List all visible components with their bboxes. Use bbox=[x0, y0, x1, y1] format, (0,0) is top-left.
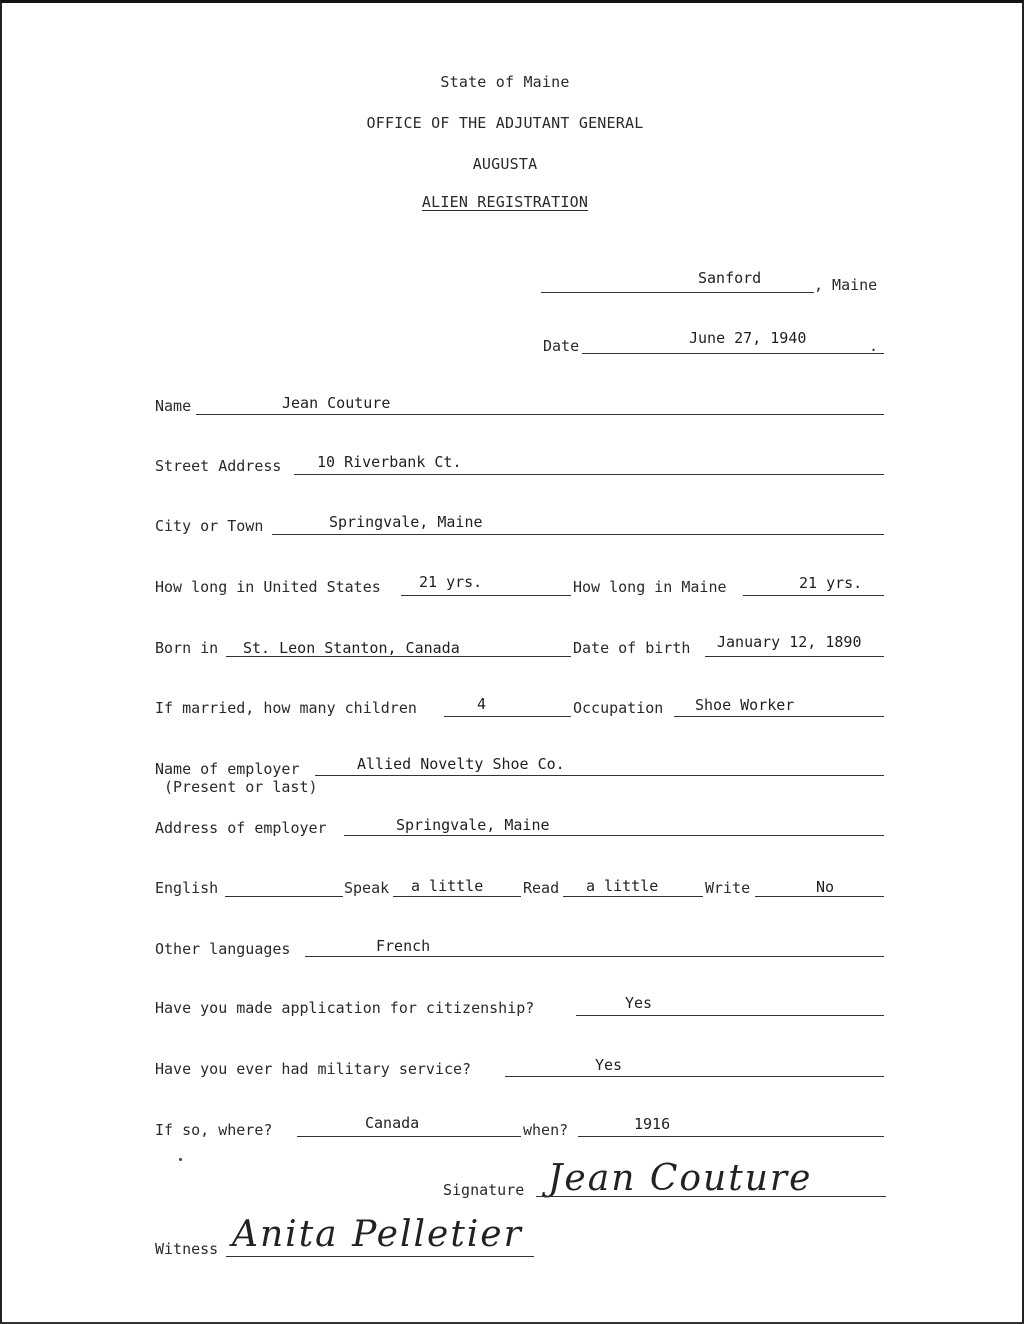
citizenship-value: Yes bbox=[625, 994, 653, 1012]
other-languages-line bbox=[305, 956, 884, 957]
where-line bbox=[297, 1136, 521, 1137]
city-or-town-value: Springvale, Maine bbox=[329, 513, 483, 531]
write-line bbox=[755, 896, 884, 897]
years-us-value: 21 yrs. bbox=[419, 573, 483, 591]
place-line bbox=[541, 292, 814, 293]
write-label: Write bbox=[705, 879, 751, 897]
witness-handwriting: Anita Pelletier bbox=[232, 1214, 523, 1255]
where-label: If so, where? bbox=[155, 1121, 273, 1139]
ink-dot bbox=[179, 1158, 182, 1161]
employer-sublabel: (Present or last) bbox=[164, 778, 318, 796]
signature-label: Signature bbox=[443, 1181, 525, 1199]
born-in-value: St. Leon Stanton, Canada bbox=[243, 639, 460, 657]
employer-address-label: Address of employer bbox=[155, 819, 327, 837]
occupation-label: Occupation bbox=[573, 699, 664, 717]
witness-label: Witness bbox=[155, 1240, 219, 1258]
read-value: a little bbox=[586, 877, 659, 895]
write-value: No bbox=[816, 878, 835, 896]
where-value: Canada bbox=[365, 1114, 420, 1132]
signature-handwriting: Jean Couture bbox=[548, 1158, 813, 1199]
header-state: State of Maine bbox=[440, 73, 570, 91]
date-label: Date bbox=[543, 337, 580, 355]
employer-address-line bbox=[344, 835, 884, 836]
children-line bbox=[444, 716, 571, 717]
city-or-town-label: City or Town bbox=[155, 517, 264, 535]
occupation-value: Shoe Worker bbox=[695, 696, 795, 714]
place-value: Sanford bbox=[698, 269, 762, 287]
read-label: Read bbox=[523, 879, 560, 897]
when-label: when? bbox=[523, 1121, 569, 1139]
street-address-value: 10 Riverbank Ct. bbox=[317, 453, 462, 471]
military-line bbox=[505, 1076, 884, 1077]
english-label: English bbox=[155, 879, 219, 897]
street-address-label: Street Address bbox=[155, 457, 282, 475]
employer-label: Name of employer bbox=[155, 760, 300, 778]
form-title: ALIEN REGISTRATION bbox=[421, 193, 589, 211]
name-line bbox=[196, 414, 884, 415]
speak-line bbox=[393, 896, 521, 897]
military-value: Yes bbox=[595, 1056, 623, 1074]
citizenship-line bbox=[576, 1015, 884, 1016]
years-maine-line bbox=[743, 595, 884, 596]
speak-label: Speak bbox=[344, 879, 390, 897]
date-of-birth-line bbox=[705, 656, 884, 657]
date-of-birth-label: Date of birth bbox=[573, 639, 691, 657]
born-in-line bbox=[226, 656, 571, 657]
header-office: OFFICE OF THE ADJUTANT GENERAL bbox=[366, 114, 644, 132]
header-city: AUGUSTA bbox=[472, 155, 538, 173]
english-line bbox=[225, 896, 343, 897]
when-line bbox=[578, 1136, 884, 1137]
place-suffix: , Maine bbox=[814, 276, 878, 294]
other-languages-label: Other languages bbox=[155, 940, 291, 958]
date-suffix: . bbox=[869, 337, 879, 355]
citizenship-label: Have you made application for citizenship? bbox=[155, 999, 535, 1017]
name-value: Jean Couture bbox=[282, 394, 391, 412]
signature-line bbox=[536, 1196, 886, 1197]
read-line bbox=[563, 896, 703, 897]
speak-value: a little bbox=[411, 877, 484, 895]
street-address-line bbox=[294, 474, 884, 475]
children-value: 4 bbox=[477, 695, 487, 713]
years-us-label: How long in United States bbox=[155, 578, 381, 596]
when-value: 1916 bbox=[634, 1115, 671, 1133]
date-value: June 27, 1940 bbox=[689, 329, 807, 347]
years-maine-label: How long in Maine bbox=[573, 578, 727, 596]
years-maine-value: 21 yrs. bbox=[799, 574, 863, 592]
city-or-town-line bbox=[272, 534, 884, 535]
date-of-birth-value: January 12, 1890 bbox=[717, 633, 862, 651]
children-label: If married, how many children bbox=[155, 699, 417, 717]
witness-line bbox=[226, 1256, 534, 1257]
employer-address-value: Springvale, Maine bbox=[396, 816, 550, 834]
date-line bbox=[582, 353, 884, 354]
other-languages-value: French bbox=[376, 937, 431, 955]
occupation-line bbox=[674, 716, 884, 717]
employer-value: Allied Novelty Shoe Co. bbox=[357, 755, 565, 773]
years-us-line bbox=[401, 595, 571, 596]
name-label: Name bbox=[155, 397, 192, 415]
born-in-label: Born in bbox=[155, 639, 219, 657]
employer-line bbox=[315, 775, 884, 776]
military-label: Have you ever had military service? bbox=[155, 1060, 472, 1078]
